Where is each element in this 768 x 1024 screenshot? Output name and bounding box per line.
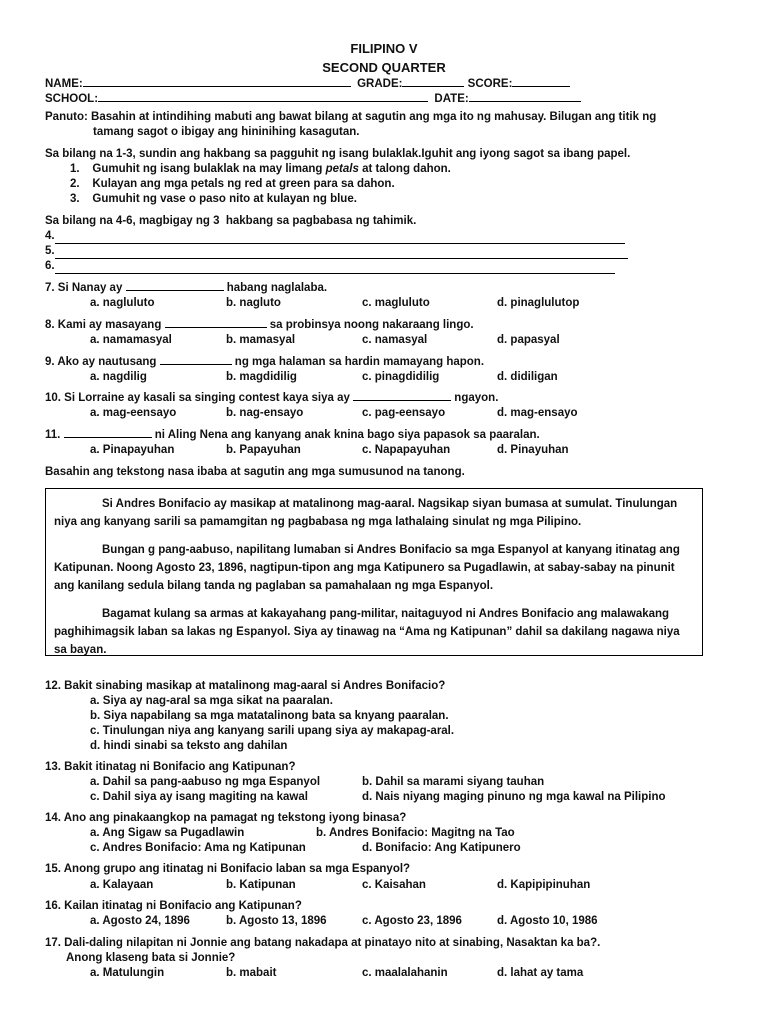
answer-blank[interactable] — [160, 364, 232, 365]
option-d[interactable]: d. lahat ay tama — [497, 967, 584, 979]
step-number: 3. — [70, 193, 80, 205]
school-label: SCHOOL: — [45, 93, 99, 105]
q12-option-a[interactable]: a. Siya ay nag-aral sa mga sikat na paaralan. — [90, 695, 333, 707]
name-label: NAME: — [45, 78, 83, 90]
grade-blank[interactable] — [402, 86, 464, 87]
option-a[interactable]: a. nagdilig — [90, 371, 147, 383]
q13-option-d[interactable]: d. Nais niyang maging pinuno ng mga kawal na Pilipino — [362, 791, 666, 803]
passage-paragraph-3: Bagamat kulang sa armas at kakayahang pang-militar, naitaguyod ni Andres Bonifacio ang malawakang paghihimagsik laban sa lakas ng Espanyol. Siya ay tinawag na “Ama ng Katipunan” dahil sa dakilang nagawa niya sa bayan. — [54, 608, 680, 656]
answer-blank[interactable] — [126, 290, 224, 291]
option-d[interactable]: d. Pinayuhan — [497, 444, 569, 456]
blank-4-line[interactable] — [55, 243, 625, 244]
option-c[interactable]: c. namasyal — [362, 334, 428, 346]
option-d[interactable]: d. Kapipipinuhan — [497, 879, 591, 891]
question-16: 16. Kailan itinatag ni Bonifacio ang Katipunan? — [45, 900, 302, 912]
option-c[interactable]: c. pinagdidilig — [362, 371, 440, 383]
option-b[interactable]: b. mabait — [226, 967, 277, 979]
option-a[interactable]: a. nagluluto — [90, 297, 155, 309]
option-c[interactable]: c. Napapayuhan — [362, 444, 451, 456]
passage-paragraph-1: Si Andres Bonifacio ay masikap at matalinong mag-aaral. Nagsikap siyan bumasa at sumulat. Tinulungan niya ang kanyang sarili sa pamamgitan ng pagbabasa ng mga lathalaing sinulat ng mga Pilipino. — [54, 498, 678, 528]
blank-5-number: 5. — [45, 245, 55, 257]
option-b[interactable]: b. mamasyal — [226, 334, 296, 346]
q13-option-a[interactable]: a. Dahil sa pang-aabuso ng mga Espanyol — [90, 776, 321, 788]
option-c[interactable]: c. pag-eensayo — [362, 407, 446, 419]
option-a[interactable]: a. Matulungin — [90, 967, 165, 979]
q13-option-c[interactable]: c. Dahil siya ay isang magiting na kawal — [90, 791, 308, 803]
step-text: Kulayan ang mga petals ng red at green para sa dahon. — [92, 178, 395, 190]
step-text: Gumuhit ng vase o paso nito at kulayan ng blue. — [92, 193, 357, 205]
question-stem-after: habang naglalaba. — [223, 282, 328, 294]
step-3 — [70, 193, 357, 205]
school-row — [45, 93, 581, 105]
panuto-label: Panuto: — [45, 111, 88, 123]
question-stem: 7. Si Nanay ay — [45, 282, 126, 294]
name-row — [45, 78, 570, 90]
option-c[interactable]: c. maalalahanin — [362, 967, 448, 979]
step-number: 2. — [70, 178, 80, 190]
q12-option-c[interactable]: c. Tinulungan niya ang kanyang sarili upang siya ay makapag-aral. — [90, 725, 455, 737]
q14-option-b[interactable]: b. Andres Bonifacio: Magitng na Tao — [316, 827, 515, 839]
panuto-line-1 — [45, 111, 656, 123]
quarter-title: SECOND QUARTER — [322, 60, 446, 75]
name-blank[interactable] — [83, 86, 351, 87]
question-stem: 8. Kami ay masayang — [45, 319, 165, 331]
option-d[interactable]: d. mag-ensayo — [497, 407, 578, 419]
panuto-text: Basahin at intindihing mabuti ang bawat bilang at sagutin ang mga ito ng mahusay. Bilugan ang titik ng — [91, 111, 657, 123]
section1-heading: Sa bilang na 1-3, sundin ang hakbang sa pagguhit ng isang bulaklak.Iguhit ang iyong sagot sa ibang papel. — [45, 148, 631, 160]
question-17: 17. Dali-daling nilapitan ni Jonnie ang batang nakadapa at pinatayo nito at sinabing, Nasaktan ka ba?. — [45, 937, 601, 949]
option-b[interactable]: b. Agosto 13, 1896 — [226, 915, 327, 927]
passage-paragraph-2: Bungan g pang-aabuso, napilitang lumaban si Andres Bonifacio sa mga Espanyol at kanyang itinatag ang Katipunan. Noong Agosto 23, 1896, nagtipun-tipon ang mga Katipunero sa Pugadlawin, at sabay-sabay na pinunit ang kanilang sedula bilang tanda ng paglaban sa pamahalaan ng mga Espanyol. — [54, 544, 680, 592]
question-10 — [45, 392, 498, 404]
question-8 — [45, 319, 474, 331]
option-c[interactable]: c. magluluto — [362, 297, 430, 309]
date-blank[interactable] — [469, 101, 581, 102]
option-a[interactable]: a. mag-eensayo — [90, 407, 177, 419]
q12-option-d[interactable]: d. hindi sinabi sa teksto ang dahilan — [90, 740, 288, 752]
step-text-after: at talong dahon. — [358, 163, 451, 175]
question-stem-after: sa probinsya noong nakaraang lingo. — [266, 319, 474, 331]
reading-instruction: Basahin ang tekstong nasa ibaba at sagutin ang mga sumusunod na tanong. — [45, 466, 465, 478]
blank-6-number: 6. — [45, 260, 55, 272]
option-b[interactable]: b. nagluto — [226, 297, 281, 309]
option-d[interactable]: d. papasyal — [497, 334, 560, 346]
blank-6-line[interactable] — [55, 273, 615, 274]
question-13: 13. Bakit itinatag ni Bonifacio ang Katipunan? — [45, 761, 296, 773]
q12-option-b[interactable]: b. Siya napabilang sa mga matatalinong bata sa knyang paaralan. — [90, 710, 449, 722]
option-b[interactable]: b. magdidilig — [226, 371, 297, 383]
q14-option-a[interactable]: a. Ang Sigaw sa Pugadlawin — [90, 827, 245, 839]
option-d[interactable]: d. didiligan — [497, 371, 558, 383]
question-15: 15. Anong grupo ang itinatag ni Bonifacio laban sa mga Espanyol? — [45, 863, 411, 875]
question-stem: 10. Si Lorraine ay kasali sa singing contest kaya siya ay — [45, 392, 354, 404]
subject-title: FILIPINO V — [350, 41, 418, 56]
blank-4-number: 4. — [45, 230, 55, 242]
school-blank[interactable] — [98, 101, 428, 102]
question-stem: 9. Ako ay nautusang — [45, 356, 160, 368]
question-11 — [45, 429, 540, 441]
option-c[interactable]: c. Kaisahan — [362, 879, 426, 891]
step-number: 1. — [70, 163, 80, 175]
q14-option-c[interactable]: c. Andres Bonifacio: Ama ng Katipunan — [90, 842, 306, 854]
option-b[interactable]: b. Papayuhan — [226, 444, 301, 456]
question-7 — [45, 282, 327, 294]
option-a[interactable]: a. Kalayaan — [90, 879, 154, 891]
step-2 — [70, 178, 395, 190]
option-a[interactable]: a. Pinapayuhan — [90, 444, 175, 456]
date-label: DATE: — [434, 93, 469, 105]
option-a[interactable]: a. namamasyal — [90, 334, 172, 346]
answer-blank[interactable] — [64, 437, 152, 438]
question-9 — [45, 356, 484, 368]
score-blank[interactable] — [512, 86, 570, 87]
option-b[interactable]: b. Katipunan — [226, 879, 296, 891]
option-d[interactable]: d. Agosto 10, 1986 — [497, 915, 598, 927]
answer-blank[interactable] — [353, 400, 451, 401]
score-label: SCORE: — [467, 78, 513, 90]
question-stem-after: ng mga halaman sa hardin mamayang hapon. — [231, 356, 485, 368]
step-italic: petals — [325, 163, 359, 175]
question-14: 14. Ano ang pinakaangkop na pamagat ng tekstong iyong binasa? — [45, 812, 407, 824]
blank-5-line[interactable] — [55, 258, 628, 259]
question-stem: 11. — [45, 429, 64, 441]
grade-label: GRADE: — [357, 78, 403, 90]
option-b[interactable]: b. nag-ensayo — [226, 407, 304, 419]
answer-blank[interactable] — [165, 327, 267, 328]
step-text: Gumuhit ng isang bulaklak na may limang — [92, 163, 326, 175]
q13-option-b[interactable]: b. Dahil sa marami siyang tauhan — [362, 776, 545, 788]
panuto-line-2: tamang sagot o ibigay ang hininihing kasagutan. — [93, 126, 360, 138]
question-12: 12. Bakit sinabing masikap at matalinong mag-aaral si Andres Bonifacio? — [45, 680, 446, 692]
option-d[interactable]: d. pinaglulutop — [497, 297, 580, 309]
q14-option-d[interactable]: d. Bonifacio: Ang Katipunero — [362, 842, 521, 854]
section2-heading: Sa bilang na 4-6, magbigay ng 3 hakbang sa pagbabasa ng tahimik. — [45, 215, 417, 227]
question-17-line-2: Anong klaseng bata si Jonnie? — [66, 952, 236, 964]
question-stem-after: ni Aling Nena ang kanyang anak knina bago siya papasok sa paaralan. — [151, 429, 540, 441]
option-a[interactable]: a. Agosto 24, 1896 — [90, 915, 190, 927]
reading-passage-box — [45, 488, 703, 656]
option-c[interactable]: c. Agosto 23, 1896 — [362, 915, 462, 927]
question-stem-after: ngayon. — [451, 392, 499, 404]
step-1 — [70, 163, 451, 175]
